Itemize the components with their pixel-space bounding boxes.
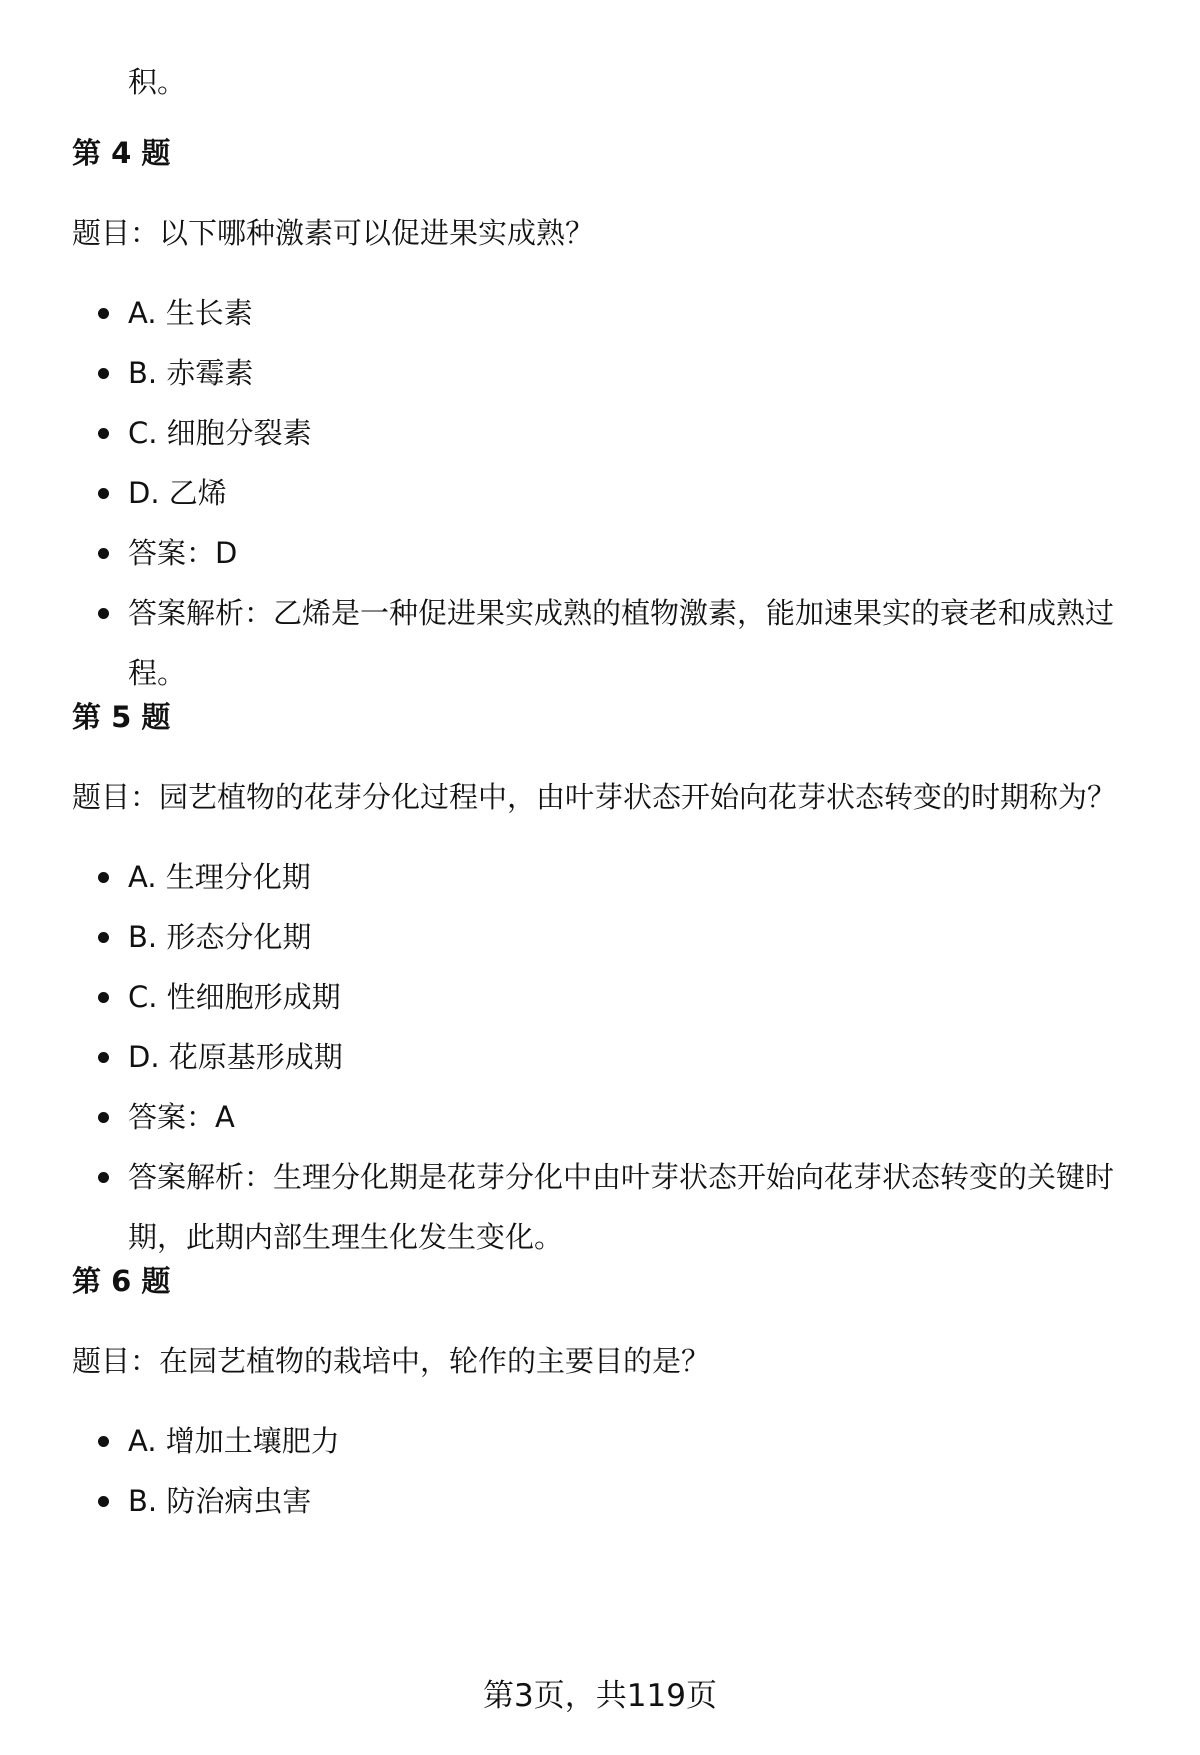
- bullet-icon: [98, 368, 109, 379]
- list-item: [72, 847, 1152, 907]
- answer-explanation: 答案解析：生理分化期是花芽分化中由叶芽状态开始向花芽状态转变的关键时期，此期内部生理生化发生变化。: [128, 1160, 1115, 1254]
- list-item: [72, 1411, 1152, 1471]
- question-4-stem: 题目：以下哪种激素可以促进果实成熟？: [72, 216, 595, 250]
- question-5-heading: 第 5 题: [72, 700, 171, 734]
- option-a: A. 增加土壤肥力: [128, 1424, 340, 1458]
- answer: 答案：D: [128, 536, 238, 570]
- option-d: D. 花原基形成期: [128, 1040, 343, 1074]
- list-item: [72, 583, 1152, 703]
- question-6-options: [72, 1411, 1152, 1531]
- question-5-stem: 题目：园艺植物的花芽分化过程中，由叶芽状态开始向花芽状态转变的时期称为？: [72, 780, 1117, 814]
- bullet-icon: [98, 1496, 109, 1507]
- list-item: [72, 463, 1152, 523]
- list-item: [72, 1087, 1152, 1147]
- continuation-text: 积。: [128, 65, 187, 99]
- question-4-options: [72, 283, 1152, 703]
- bullet-icon: [98, 428, 109, 439]
- bullet-icon: [98, 488, 109, 499]
- answer: 答案：A: [128, 1100, 235, 1134]
- bullet-icon: [98, 932, 109, 943]
- list-item: [72, 967, 1152, 1027]
- bullet-icon: [98, 1172, 109, 1183]
- answer-explanation: 答案解析：乙烯是一种促进果实成熟的植物激素，能加速果实的衰老和成熟过程。: [128, 596, 1115, 690]
- bullet-icon: [98, 548, 109, 559]
- bullet-icon: [98, 1112, 109, 1123]
- option-c: C. 细胞分裂素: [128, 416, 312, 450]
- question-6-heading: 第 6 题: [72, 1264, 171, 1298]
- question-6-stem: 题目：在园艺植物的栽培中，轮作的主要目的是？: [72, 1344, 711, 1378]
- question-4-heading: 第 4 题: [72, 136, 171, 170]
- bullet-icon: [98, 608, 109, 619]
- option-b: B. 赤霉素: [128, 356, 254, 390]
- bullet-icon: [98, 308, 109, 319]
- list-item: [72, 343, 1152, 403]
- bullet-icon: [98, 872, 109, 883]
- bullet-icon: [98, 1052, 109, 1063]
- list-item: [72, 1147, 1152, 1267]
- option-b: B. 防治病虫害: [128, 1484, 312, 1518]
- list-item: [72, 1027, 1152, 1087]
- list-item: [72, 907, 1152, 967]
- bullet-icon: [98, 992, 109, 1003]
- list-item: [72, 523, 1152, 583]
- option-c: C. 性细胞形成期: [128, 980, 341, 1014]
- list-item: [72, 283, 1152, 343]
- list-item: [72, 403, 1152, 463]
- option-d: D. 乙烯: [128, 476, 227, 510]
- bullet-icon: [98, 1436, 109, 1447]
- page-footer: 第3页，共119页: [483, 1678, 717, 1714]
- question-5-options: [72, 847, 1152, 1267]
- option-a: A. 生长素: [128, 296, 253, 330]
- option-b: B. 形态分化期: [128, 920, 312, 954]
- option-a: A. 生理分化期: [128, 860, 311, 894]
- list-item: [72, 1471, 1152, 1531]
